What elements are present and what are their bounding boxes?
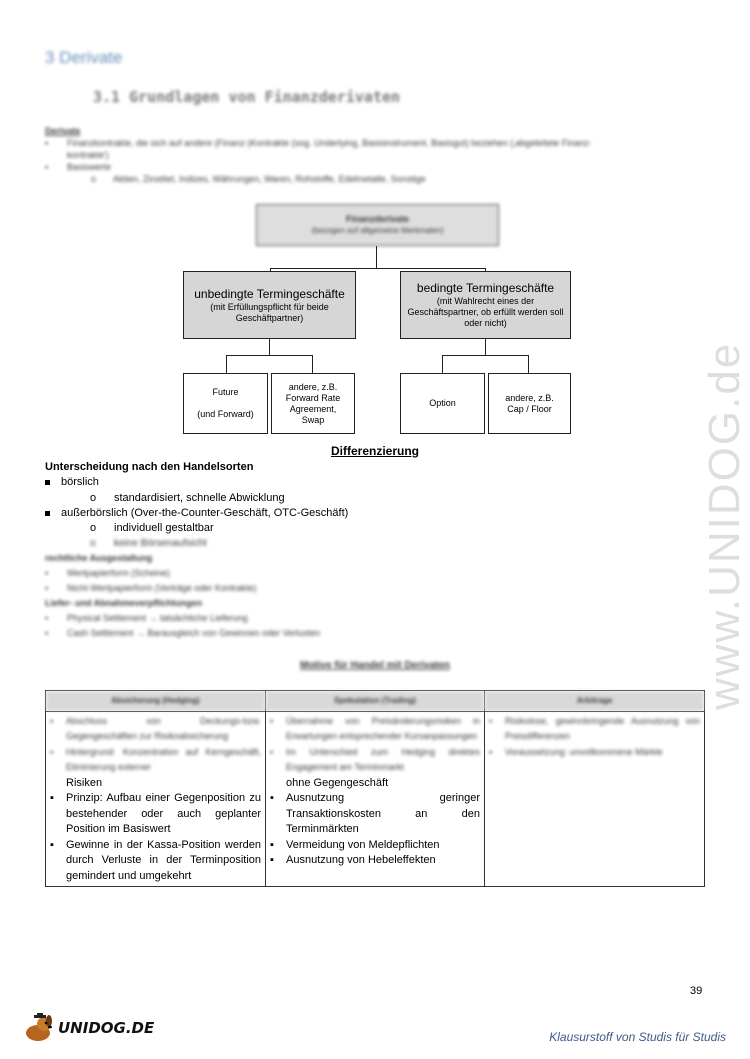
diagram-top-box: Finanzderivate (bezogen auf allgemeine Merkmalen) bbox=[256, 204, 499, 246]
diff-sub-item: o standardisiert, schnelle Abwicklung bbox=[90, 492, 285, 504]
leaf-future: Future (und Forward) bbox=[183, 373, 268, 434]
list-item: ▪ Prinzip: Aufbau einer Gegenposition zu bestehender oder auch geplanter Position im Basiswert bbox=[50, 792, 261, 835]
cell-arbitrage: ▪ Risikolose, gewinnbringende Ausnutzung von Preisdifferenzen ▪ Voraussetzung: unvollkommene Märkte bbox=[485, 711, 705, 887]
diff-blurred-block: o keine Börsenaufsicht rechtliche Ausgestaltung ▪ Wertpapierform (Scheine) ▪ Nicht-Wertpapierform (Verträge oder Kontrakte) Liefer- und Abnahmeverpflichtungen ▪ Physical Settlement → tatsächliche Lieferung ▪ Cash Settlement → Barausgleich von Gewinnen oder Verlusten bbox=[45, 538, 321, 638]
intro-sub-1: o Aktien, Zinstitel, Indizes, Währungen, Waren, Rohstoffe, Edelmetalle, Sonstige bbox=[91, 174, 426, 184]
unidog-logo bbox=[22, 1013, 154, 1043]
cell-hedging: ▪ Abschluss von Deckungs-bzw. Gegengeschäften zur Risikoabsicherung ▪ Hintergrund: Konzentration auf Kerngeschäft, Eliminierung externer Risiken ▪ Prinzip: Aufbau einer Gegenposition zu bestehender oder auch geplanter Position im Basiswert ▪ Gewinne in der Kassa-Position werden durch Verluste in der Terminposition gemindert und umgekehrt bbox=[46, 711, 266, 887]
col-header-trading: Spekulation (Trading) bbox=[266, 691, 485, 712]
leaf-forward-rate: andere, z.B. Forward Rate Agreement, Swap bbox=[271, 373, 355, 434]
diff-item-boerslich: börslich bbox=[45, 475, 99, 490]
motives-table bbox=[45, 690, 705, 887]
connector bbox=[269, 339, 270, 355]
list-item: ▪ Vermeidung von Meldepflichten bbox=[270, 838, 440, 851]
intro-block bbox=[45, 125, 705, 185]
section-heading: 3.1 Grundlagen von Finanzderivaten bbox=[93, 88, 401, 106]
connector bbox=[226, 355, 313, 356]
cell-trading: ▪ Übernahme von Preisänderungsrisiken in Erwartungen entsprechender Kursanpassungen ▪ Im Unterschied zum Hedging direktes Engagement am Terminmarkt ohne Gegengeschäft ▪ Ausnutzung geringer Transaktionskosten an den Terminmärkten ▪ Vermeidung von Meldepflichten ▪ Ausnutzung von Hebeleffekten bbox=[266, 711, 485, 887]
connector bbox=[528, 355, 529, 373]
diagram-right-box: bedingte Termingeschäfte (mit Wahlrecht eines der Geschäftspartner, ob erfüllt werden soll oder nicht) bbox=[400, 271, 571, 339]
connector bbox=[270, 268, 485, 269]
motives-title: Motive für Handel mit Derivaten bbox=[299, 660, 451, 671]
list-item: ▪ Gewinne in der Kassa-Position werden durch Verluste in der Terminposition gemindert und umgekehrt bbox=[50, 838, 261, 882]
intro-title: Derivate bbox=[45, 126, 81, 136]
connector bbox=[312, 355, 313, 373]
intro-bullet-2: ▪ Basiswerte bbox=[45, 162, 112, 172]
table-header-row bbox=[46, 691, 705, 712]
diff-subtitle: Unterscheidung nach den Handelsorten bbox=[45, 461, 254, 473]
connector bbox=[485, 339, 486, 355]
intro-bullet-1: ▪ Finanzkontrakte, die sich auf andere (Finanz-)Kontrakte (sog. Underlying, Basisinstrument, Basisgut) beziehen (‚abgeleitete Finanz- kontrakte') bbox=[45, 138, 592, 160]
connector bbox=[442, 355, 529, 356]
connector bbox=[442, 355, 443, 373]
col-header-hedging: Absicherung (Hedging) bbox=[46, 691, 266, 712]
leaf-option: Option bbox=[400, 373, 485, 434]
diff-item-ausserboerslich: außerbörslich (Over-the-Counter-Geschäft, OTC-Geschäft) bbox=[45, 506, 348, 521]
leaf-cap-floor: andere, z.B. Cap / Floor bbox=[488, 373, 571, 434]
logo-text: UNIDOG.DE bbox=[58, 1019, 155, 1037]
list-item: ▪ Ausnutzung von Hebeleffekten bbox=[270, 854, 436, 866]
table-row bbox=[46, 711, 705, 887]
connector bbox=[226, 355, 227, 373]
diagram-left-box: unbedingte Termingeschäfte (mit Erfüllungspflicht für beide Geschäftpartner) bbox=[183, 271, 356, 339]
connector bbox=[376, 246, 377, 268]
col-header-arbitrage: Arbitrage bbox=[485, 691, 705, 712]
footer-slogan: Klausurstoff von Studis für Studis bbox=[549, 1030, 726, 1044]
diff-title: Differenzierung bbox=[330, 444, 419, 458]
page-number: 39 bbox=[690, 985, 703, 997]
diff-sub-item: o individuell gestaltbar bbox=[90, 522, 214, 534]
watermark: www.UNIDOG.de bbox=[700, 341, 749, 710]
dog-icon bbox=[22, 1013, 56, 1043]
chapter-heading: 3 Derivate bbox=[45, 48, 123, 67]
list-item: ▪ Ausnutzung geringer Transaktionskosten an den Terminmärkten bbox=[270, 792, 480, 835]
